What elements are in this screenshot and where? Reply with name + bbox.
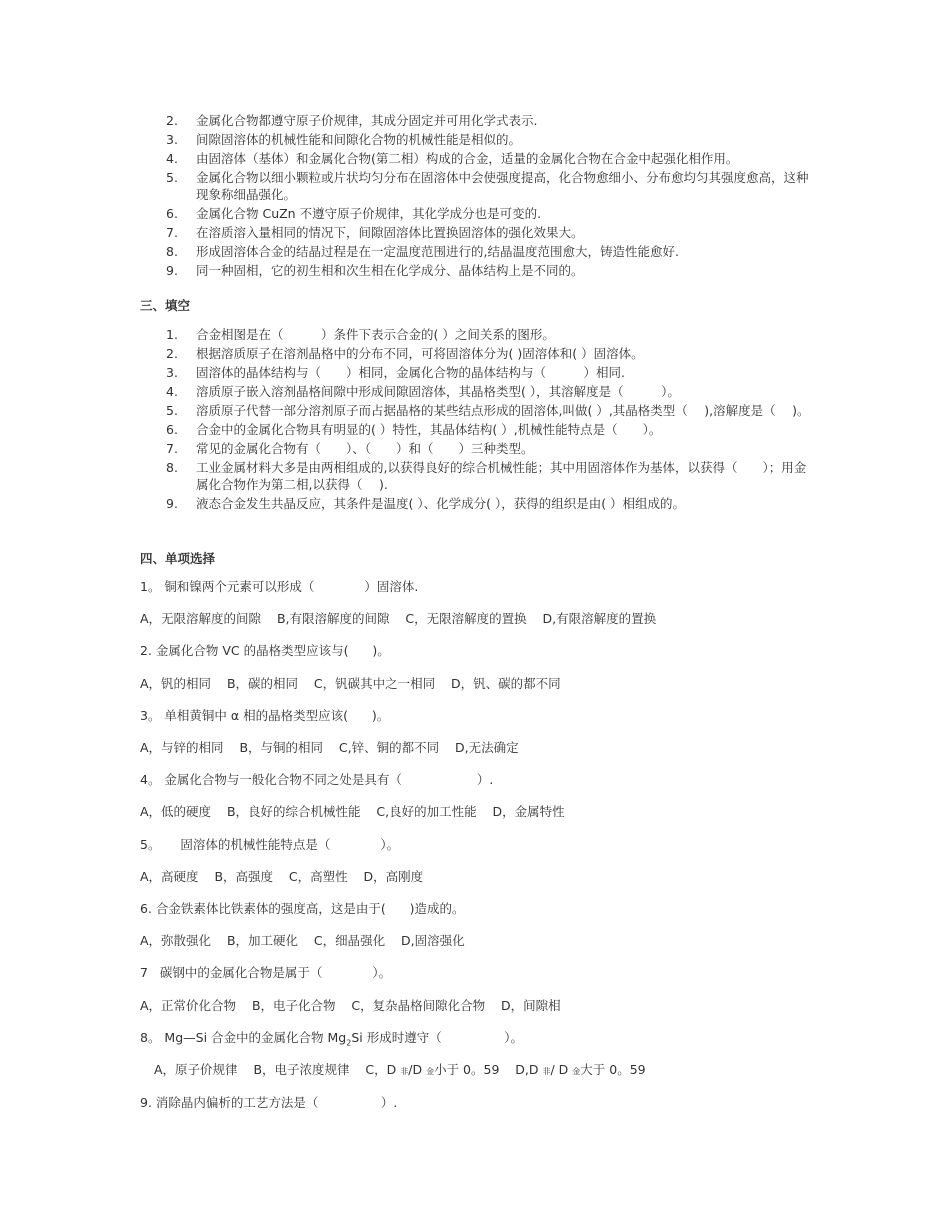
options-5: A，高硬度 B，高强度 C，高塑性 D，高刚度 bbox=[140, 869, 424, 884]
list-item: 7. 在溶质溶入量相同的情况下，间隙固溶体比置换固溶体的强化效果大。 bbox=[166, 225, 584, 240]
list-item: 8. 形成固溶体合金的结晶过程是在一定温度范围进行的,结晶温度范围愈大，铸造性能愈好. bbox=[166, 244, 679, 259]
options-3: A，与锌的相同 B，与铜的相同 C,锌、铜的都不同 D,无法确定 bbox=[140, 740, 519, 755]
question-4: 4。 金属化合物与一般化合物不同之处是具有（ ）. bbox=[140, 772, 494, 787]
options-8: A，原子价规律 B，电子浓度规律 C，D 非/D 金小于 0。59 D,D 非/ D 金大于 0。59 bbox=[154, 1062, 646, 1077]
fill-blank-list bbox=[0, 326, 816, 514]
question-8: 8。 Mg—Si 合金中的金属化合物 $Mg_2Si$ 形成时遵守（ ）。 bbox=[140, 1030, 523, 1048]
list-item: 5. 溶质原子代替一部分溶剂原子而占据晶格的某些结点形成的固溶体,叫做( ）,其晶格类型（ ),溶解度是（ )。 bbox=[166, 403, 810, 418]
question-3: 3。 单相黄铜中 α 相的晶格类型应该( )。 bbox=[140, 708, 390, 723]
list-item: 3. 固溶体的晶体结构与（ ）相同，金属化合物的晶体结构与（ ）相同. bbox=[166, 365, 625, 380]
options-1: A，无限溶解度的间隙 B,有限溶解度的间隙 C，无限溶解度的置换 D,有限溶解度的置换 bbox=[140, 611, 657, 626]
list-item: 4. 溶质原子嵌入溶剂晶格间隙中形成间隙固溶体，其晶格类型( ），其溶解度是（ ）。 bbox=[166, 384, 680, 399]
list-item: 2. 金属化合物都遵守原子价规律，其成分固定并可用化学式表示. bbox=[166, 113, 538, 128]
options-4: A，低的硬度 B，良好的综合机械性能 C,良好的加工性能 D，金属特性 bbox=[140, 804, 565, 819]
true-false-list bbox=[0, 112, 816, 281]
question-1: 1。 铜和镍两个元素可以形成（ ）固溶体. bbox=[140, 579, 419, 594]
list-item: 3. 间隙固溶体的机械性能和间隙化合物的机械性能是相似的。 bbox=[166, 132, 522, 147]
section-heading-fill-blank: 三、填空 bbox=[140, 298, 191, 313]
list-item: 6. 合金中的金属化合物具有明显的( ）特性，其晶体结构( ）,机械性能特点是（ ）。 bbox=[166, 422, 662, 437]
list-item: 4. 由固溶体（基体）和金属化合物(第二相）构成的合金，适量的金属化合物在合金中起强化相作用。 bbox=[166, 151, 739, 166]
options-2: A，钒的相同 B，碳的相同 C，钒碳其中之一相同 D，钒、碳的都不同 bbox=[140, 676, 561, 691]
question-7: 7 碳钢中的金属化合物是属于（ ）。 bbox=[140, 965, 392, 980]
question-6: 6. 合金铁素体比铁素体的强度高，这是由于( )造成的。 bbox=[140, 901, 465, 916]
list-item: 2. 根据溶质原子在溶剂晶格中的分布不同，可将固溶体分为( )固溶体和( ）固溶体。 bbox=[166, 346, 644, 361]
list-item: 9. 液态合金发生共晶反应，其条件是温度( ）、化学成分( ），获得的组织是由( ）相组成的。 bbox=[166, 496, 686, 511]
list-item: 8. 工业金属材料大多是由两相组成的,以获得良好的综合机械性能；其中用固溶体作为基体，以获得（ ）；用金属化合物作为第二相,以获得（ ). bbox=[166, 460, 807, 492]
question-9: 9. 消除晶内偏析的工艺方法是（ ）. bbox=[140, 1095, 398, 1110]
section-heading-single-choice: 四、单项选择 bbox=[140, 551, 216, 566]
list-item: 7. 常见的金属化合物有（ ）、（ ）和（ ）三种类型。 bbox=[166, 441, 534, 456]
list-item: 9. 同一种固相，它的初生相和次生相在化学成分、晶体结构上是不同的。 bbox=[166, 263, 584, 278]
list-item: 1. 合金相图是在（ ）条件下表示合金的( ）之间关系的图形。 bbox=[166, 327, 555, 342]
options-7: A，正常价化合物 B，电子化合物 C，复杂晶格间隙化合物 D，间隙相 bbox=[140, 998, 561, 1013]
question-2: 2. 金属化合物 VC 的晶格类型应该与( )。 bbox=[140, 643, 390, 658]
list-item: 6. 金属化合物 CuZn 不遵守原子价规律，其化学成分也是可变的. bbox=[166, 206, 542, 221]
list-item: 5. 金属化合物以细小颗粒或片状均匀分布在固溶体中会使强度提高，化合物愈细小、分布愈均匀其强度愈高，这种现象称细晶强化。 bbox=[166, 170, 809, 202]
options-6: A，弥散强化 B，加工硬化 C，细晶强化 D,固溶强化 bbox=[140, 933, 465, 948]
question-5: 5。 固溶体的机械性能特点是（ ）。 bbox=[140, 837, 400, 852]
